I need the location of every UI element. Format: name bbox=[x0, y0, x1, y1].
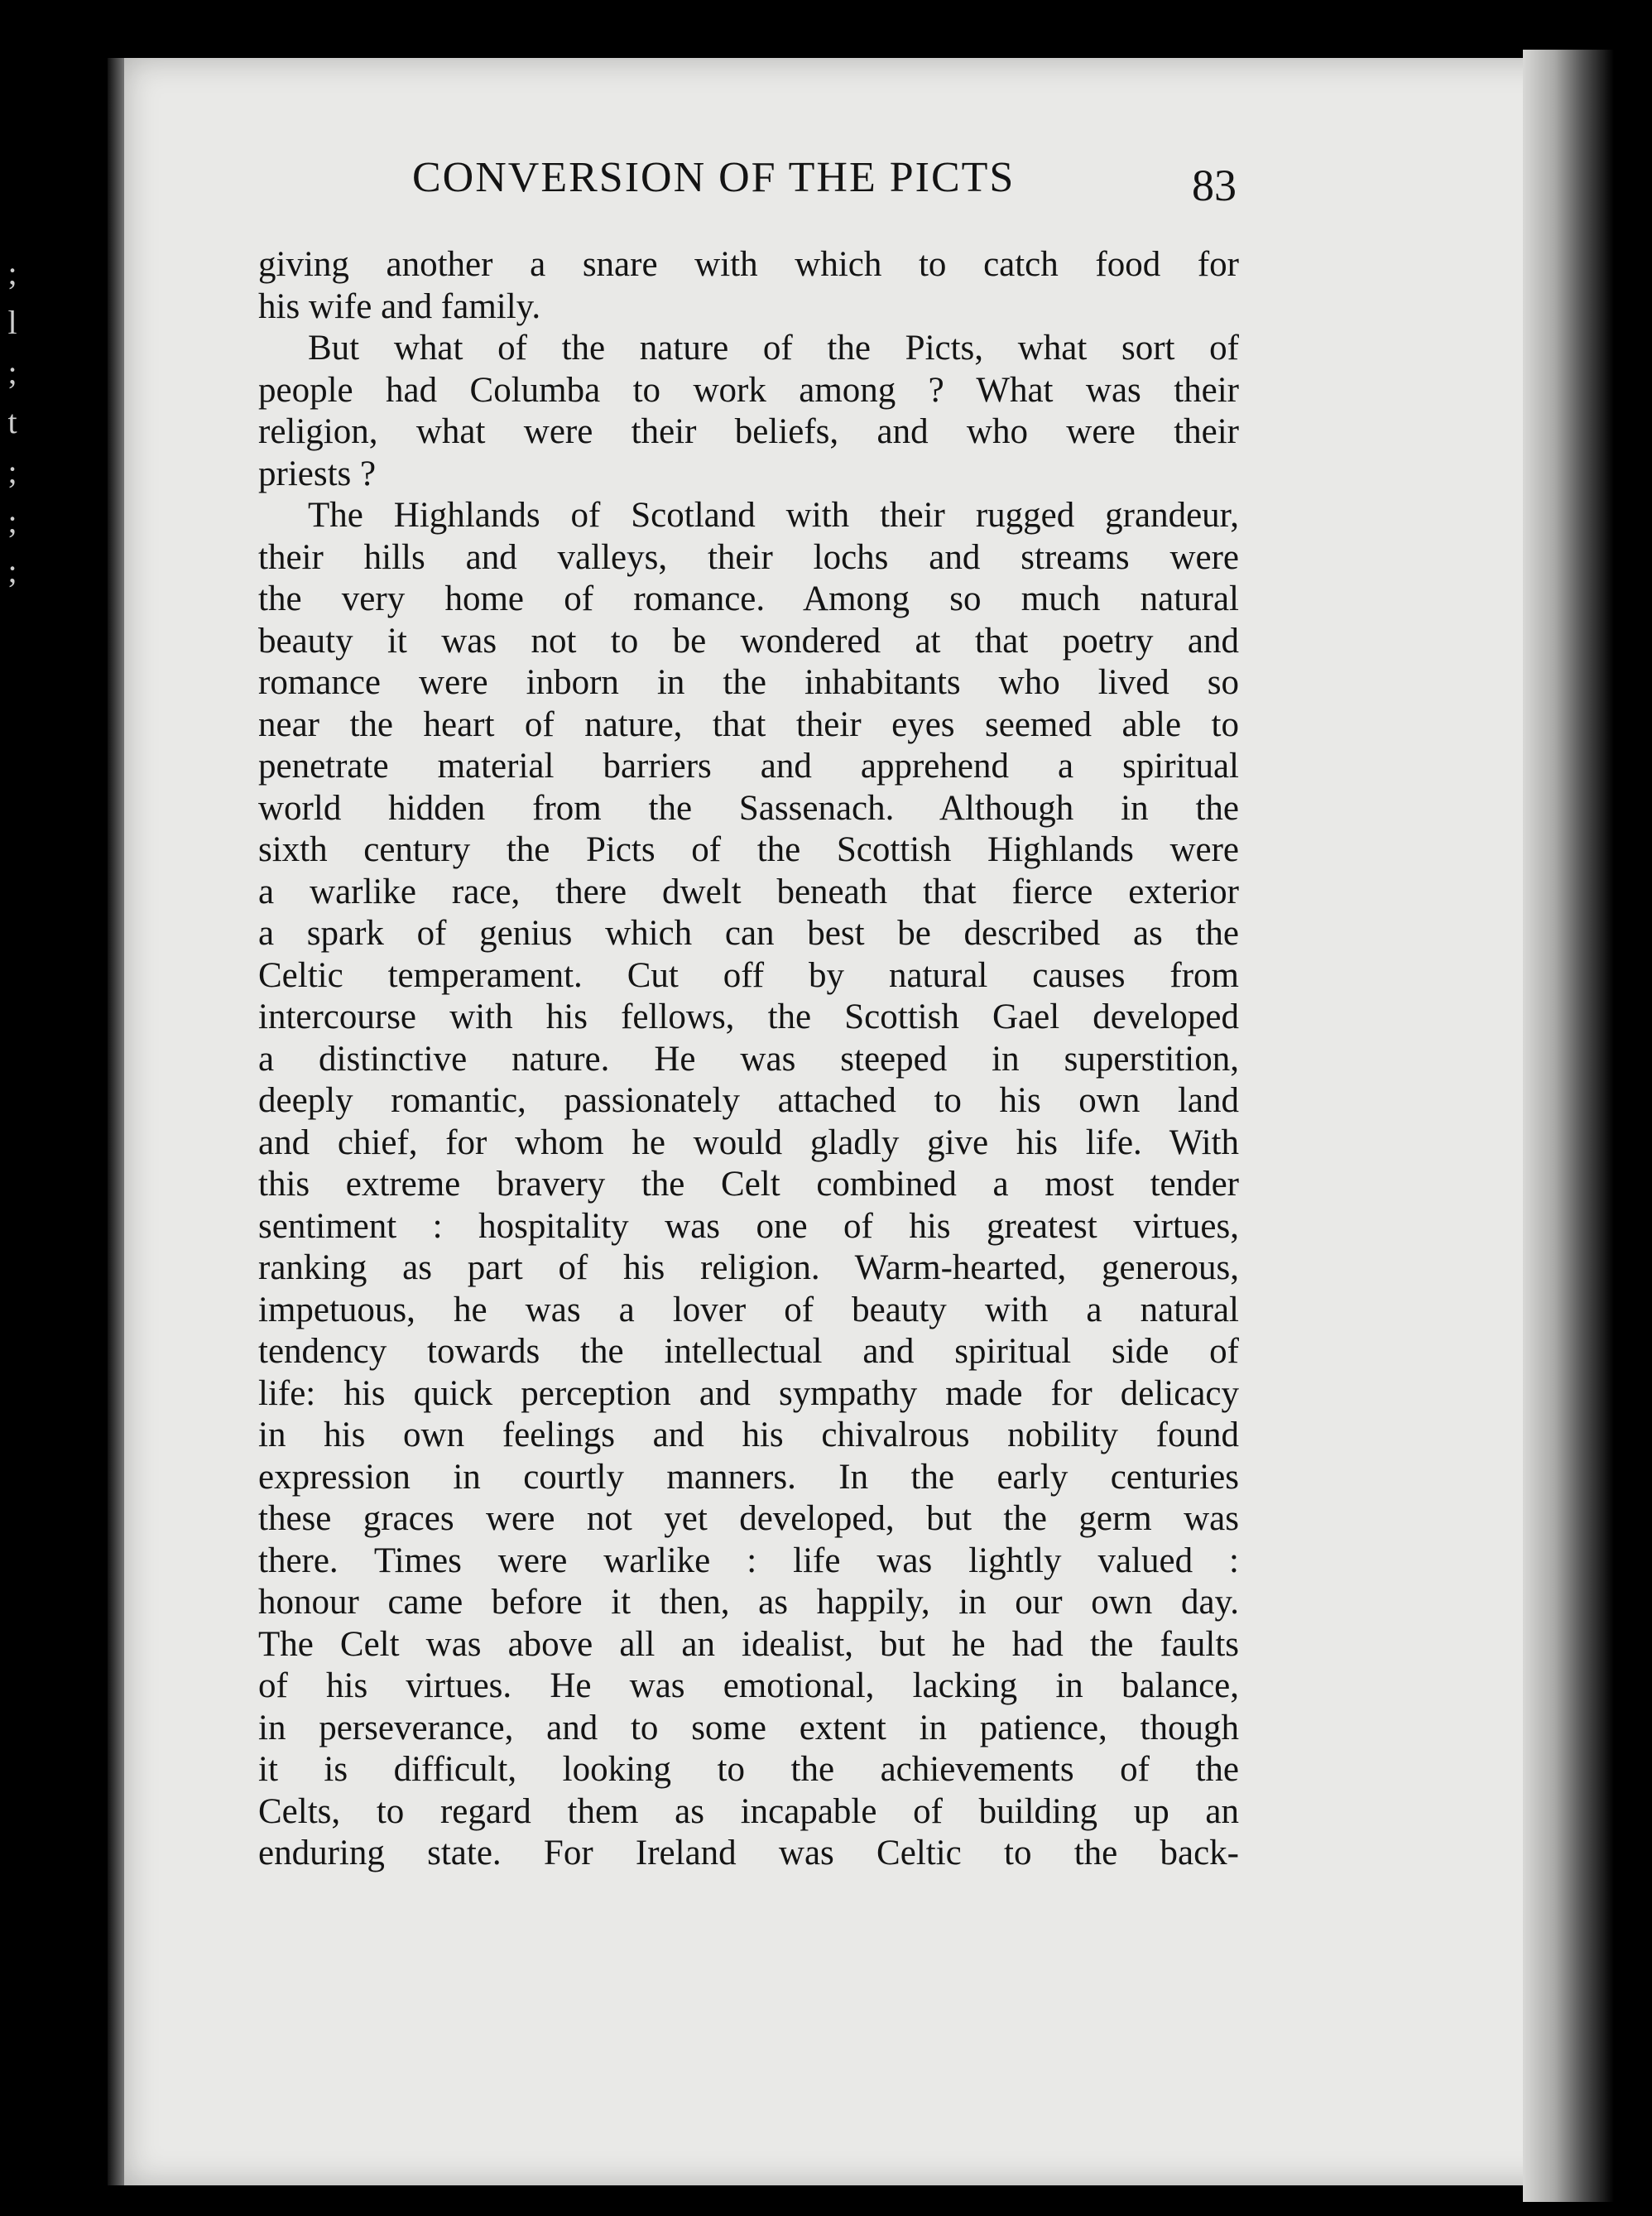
text-line: giving another a snare with which to catch food for bbox=[258, 245, 1239, 284]
text-line: a spark of genius which can best be described as the bbox=[258, 914, 1239, 953]
text-line: priests ? bbox=[258, 454, 377, 493]
text-line: in perseverance, and to some extent in patience, though bbox=[258, 1708, 1239, 1747]
margin-fragment: t bbox=[7, 403, 17, 440]
text-line: life: his quick perception and sympathy made for delicacy bbox=[258, 1373, 1239, 1413]
text-line: sixth century the Picts of the Scottish Highlands were bbox=[258, 830, 1239, 869]
text-line: the very home of romance. Among so much natural bbox=[258, 579, 1239, 618]
running-head bbox=[248, 153, 1241, 219]
margin-fragment: ; bbox=[7, 453, 17, 490]
text-line: Celtic temperament. Cut off by natural causes from bbox=[258, 955, 1239, 995]
text-line: near the heart of nature, that their eyes seemed able to bbox=[258, 704, 1239, 744]
text-line: these graces were not yet developed, but the germ was bbox=[258, 1499, 1239, 1538]
text-line: romance were inborn in the inhabitants who lived so bbox=[258, 663, 1239, 702]
text-line: world hidden from the Sassenach. Although in the bbox=[258, 788, 1239, 828]
text-line: his wife and family. bbox=[258, 286, 541, 326]
page-fore-edge bbox=[1523, 50, 1614, 2202]
margin-fragment: l bbox=[7, 304, 17, 341]
text-line: their hills and valleys, their lochs and streams were bbox=[258, 537, 1239, 577]
text-line: But what of the nature of the Picts, what sort of bbox=[308, 329, 1239, 368]
text-line: enduring state. For Ireland was Celtic to the back- bbox=[258, 1834, 1239, 1872]
text-line: religion, what were their beliefs, and who were their bbox=[258, 412, 1239, 451]
facing-page-edge-fragments bbox=[0, 248, 25, 911]
text-line: of his virtues. He was emotional, lacking in balance, bbox=[258, 1666, 1239, 1705]
text-line: intercourse with his fellows, the Scottish Gael developed bbox=[258, 997, 1239, 1036]
text-line: The Highlands of Scotland with their rugged grandeur, bbox=[308, 496, 1239, 535]
margin-fragment: ; bbox=[7, 552, 17, 589]
text-line: in his own feelings and his chivalrous nobility found bbox=[258, 1416, 1239, 1454]
margin-fragment: ; bbox=[7, 254, 17, 291]
text-line: a warlike race, there dwelt beneath that fierce exterior bbox=[258, 872, 1239, 911]
text-line: people had Columba to work among ? What was their bbox=[258, 370, 1239, 410]
text-line: beauty it was not to be wondered at that poetry and bbox=[258, 621, 1239, 661]
text-line: impetuous, he was a lover of beauty with a natural bbox=[258, 1290, 1239, 1329]
text-line: The Celt was above all an idealist, but he had the faults bbox=[258, 1624, 1239, 1664]
page-number: 83 bbox=[1192, 161, 1237, 210]
margin-fragment: ; bbox=[7, 353, 17, 391]
text-line: deeply romantic, passionately attached to his own land bbox=[258, 1081, 1239, 1120]
text-line: it is difficult, looking to the achievements of the bbox=[258, 1750, 1239, 1789]
chapter-title: CONVERSION OF THE PICTS bbox=[412, 154, 1016, 201]
text-line: sentiment : hospitality was one of his greatest virtues, bbox=[258, 1206, 1239, 1246]
margin-fragment: ; bbox=[7, 502, 17, 540]
text-line: ranking as part of his religion. Warm-hearted, generous, bbox=[258, 1248, 1239, 1287]
text-line: and chief, for whom he would gladly give his life. With bbox=[258, 1122, 1239, 1162]
body-text bbox=[258, 244, 1239, 1875]
text-line: honour came before it then, as happily, in our own day. bbox=[258, 1583, 1239, 1622]
text-line: there. Times were warlike : life was lightly valued : bbox=[258, 1541, 1239, 1580]
text-line: penetrate material barriers and apprehend a spiritual bbox=[258, 747, 1239, 786]
text-line: tendency towards the intellectual and spiritual side of bbox=[258, 1332, 1239, 1371]
text-line: expression in courtly manners. In the early centuries bbox=[258, 1457, 1239, 1497]
text-line: a distinctive nature. He was steeped in superstition, bbox=[258, 1039, 1239, 1079]
text-line: this extreme bravery the Celt combined a most tender bbox=[258, 1165, 1239, 1204]
text-line: Celts, to regard them as incapable of building up an bbox=[258, 1791, 1239, 1831]
